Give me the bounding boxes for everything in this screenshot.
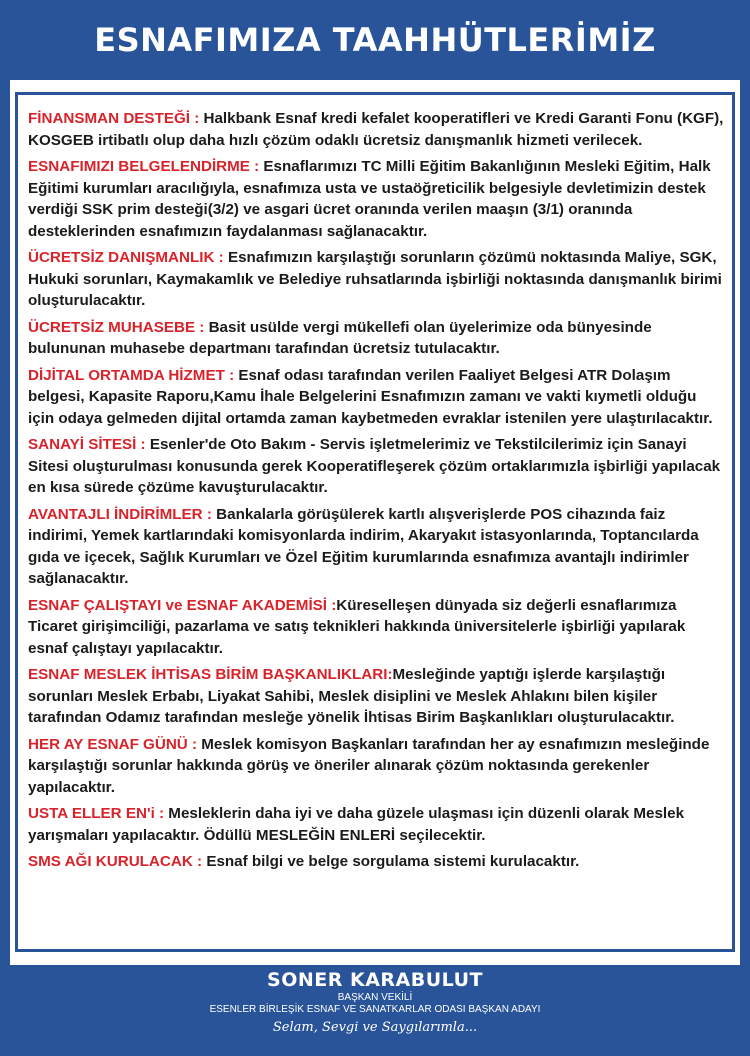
item-title: SANAYİ SİTESİ :	[28, 436, 146, 453]
item-text: Küreselleşen dünyada siz değerli esnaflarımıza Ticaret girişimciliği, pazarlama ve satış teknikleri hakkında üniversitelerle işbirliği yapılarak esnaf çalıştayı yapılacaktır.	[28, 596, 686, 657]
list-item	[28, 664, 726, 729]
list-item	[28, 247, 726, 312]
item-text: Bankalarla görüşülerek kartlı alışverişlerde POS cihazında faiz indirimi, Yemek kartlarındaki komisyonlarda indirim, Akaryakıt istasyonlarında, Toptancılarda gıda ve içecek, Sağlık Kurumları ve Özel Eğitim kurumlarında esnafımıza avantajlı indirimler sağlanacaktır.	[28, 505, 699, 587]
item-text: Esnaflarımızı TC Milli Eğitim Bakanlığının Mesleki Eğitim, Halk Eğitimi kurumları aracılığıyla, esnafımıza usta ve ustaöğreticilik belgesiyle devletimizin destek verdiği SSK prim desteği(3/2) ve asgari ücret oranında verilen maaşın (3/1) oranında desteklerinden esnafımızın faydalanması sağlanacaktır.	[28, 158, 711, 240]
item-title: ESNAF MESLEK İHTİSAS BİRİM BAŞKANLIKLARI:	[28, 666, 393, 683]
item-title: ÜCRETSİZ DANIŞMANLIK :	[28, 249, 224, 266]
item-text: Esenler'de Oto Bakım - Servis işletmelerimiz ve Tekstilcilerimiz için Sanayi Sitesi oluşturulması konusunda gerek Kooperatifleşerek çözüm ortaklarımızla işbirliği yapılacak en kısa sürede çözüme kavuşturulacaktır.	[28, 436, 721, 496]
list-item	[28, 365, 726, 430]
item-text: Mesleklerin daha iyi ve daha güzele ulaşması için düzenli olarak Meslek yarışmaları yapılacaktır. Ödüllü MESLEĞİN ENLERİ seçilecektir.	[28, 805, 685, 844]
item-text: Meslek komisyon Başkanları tarafından her ay esnafımızın mesleğinde karşılaştığı sorunlar hakkında görüş ve öneriler alınarak çözüm noktasında gerekenler yapılacaktır.	[28, 735, 710, 796]
item-title: ÜCRETSİZ MUHASEBE :	[28, 318, 205, 336]
candidate-name: SONER KARABULUT	[267, 969, 483, 991]
item-text: Basit usülde vergi mükellefi olan üyelerimize oda bünyesinde bulununan muhasebe departmanı tarafından ücretsiz tutulacaktır.	[28, 318, 652, 357]
header-banner	[0, 0, 750, 80]
list-item	[28, 317, 726, 360]
item-text: Halkbank Esnaf kredi kefalet kooperatifleri ve Kredi Garanti Fonu (KGF), KOSGEB irtibatlı olup daha hızlı çözüm odaklı ücretsiz danışmanlık hizmeti verilecek.	[28, 110, 724, 149]
item-title: ESNAF ÇALIŞTAYI ve ESNAF AKADEMİSİ :	[28, 596, 337, 614]
list-item	[28, 156, 726, 242]
candidate-role: BAŞKAN VEKİLİ	[337, 992, 413, 1003]
page-title: ESNAFIMIZA TAAHHÜTLERİMİZ	[94, 21, 656, 59]
list-item	[28, 434, 726, 499]
item-text: Esnaf odası tarafından verilen Faaliyet Belgesi ATR Dolaşım belgesi, Kapasite Raporu,Kamu İhale Belgelerini Esnafımızın zamanı ve vakti kıymetli olduğu için odaya gelmeden dijital ortamda zaman kaybetmeden evraklar istenilen yere ulaştırılacaktır.	[28, 366, 713, 427]
list-item	[28, 108, 726, 151]
item-title: AVANTAJLI İNDİRİMLER :	[28, 505, 212, 523]
list-item	[28, 595, 726, 660]
list-item	[28, 803, 726, 846]
item-text: Mesleğinde yaptığı işlerde karşılaştığı sorunları Meslek Erbabı, Liyakat Sahibi, Meslek disiplini ve Meslek Ahlakını bilen kişiler tarafından Odamız tarafından mesleğe yönelik İhtisas Birim Başkanlıkları oluşturulacaktır.	[28, 666, 675, 726]
item-title: ESNAFIMIZI BELGELENDİRME :	[28, 158, 260, 175]
item-title: DİJİTAL ORTAMDA HİZMET :	[28, 366, 235, 384]
footer-banner	[0, 965, 750, 1056]
item-title: HER AY ESNAF GÜNÜ :	[28, 735, 198, 753]
list-item	[28, 851, 726, 873]
item-title: FİNANSMAN DESTEĞİ :	[28, 110, 200, 127]
list-item	[28, 734, 726, 799]
item-title: USTA ELLER EN'i :	[28, 805, 165, 822]
item-text: Esnaf bilgi ve belge sorgulama sistemi kurulacaktır.	[202, 853, 580, 870]
signature-line: Selam, Sevgi ve Saygılarımla...	[272, 1020, 478, 1035]
commitments-list	[28, 108, 726, 878]
list-item	[28, 504, 726, 590]
item-text: Esnafımızın karşılaştığı sorunların çözümü noktasında Maliye, SGK, Hukuki sorunları, Kaymakamlık ve Belediye ruhsatlarında işbirliği noktasında danışmanlık birimi oluşturulacaktır.	[28, 249, 722, 309]
candidate-organization: ESENLER BİRLEŞİK ESNAF VE SANATKARLAR ODASI BAŞKAN ADAYI	[209, 1004, 541, 1015]
item-title: SMS AĞI KURULACAK :	[28, 853, 203, 870]
